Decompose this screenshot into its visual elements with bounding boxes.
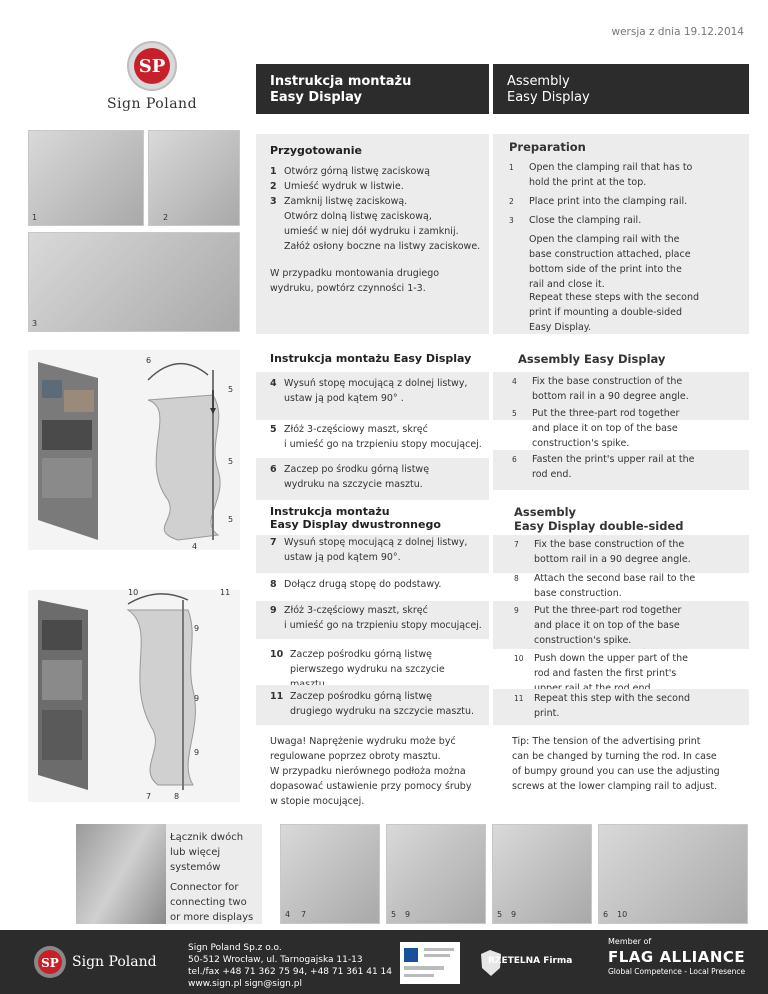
photo-badge: 7: [301, 910, 307, 919]
list-item: 4 Fix the base construction of the bottom rail in a 90 degree angle.: [512, 376, 689, 402]
member-of-label: Member of: [608, 937, 652, 946]
photo-connector: [76, 824, 166, 924]
prep-note-en: Repeat these steps with the second print if mounting a double-sided Easy Display.: [529, 292, 700, 333]
photo-step-5-9a: [386, 824, 486, 924]
list-item: 9 Złóż 3-częściowy maszt, skręć i umieść go na trzpieniu stopy mocującej.: [270, 605, 482, 631]
warning-pl: Uwaga! Naprężenie wydruku może być regulowane poprzez obroty masztu. W przypadku nierównego podłoża można dopasować ustawienie przy pomocy śruby w stopie mocującej.: [270, 736, 472, 807]
header-pl-line1: Instrukcja montażu: [270, 74, 412, 89]
photo-badge: 3: [32, 319, 38, 328]
flag-alliance-tagline: Global Competence - Local Presence: [608, 967, 746, 976]
list-item: 6 Zaczep po środku górną listwę wydruku na szczycie masztu.: [270, 464, 430, 490]
footer: [0, 930, 768, 994]
list-item: 11 Repeat this step with the second print.: [514, 693, 691, 719]
list-item: 10 Push down the upper part of the rod and fasten the first print's: [514, 653, 688, 679]
photo-badge: 5: [228, 515, 234, 524]
photo-badge: 5: [391, 910, 397, 919]
prep-panel-en: [493, 134, 749, 334]
double-title-en: Assembly Easy Display double-sided: [514, 505, 684, 533]
list-item: 8 Attach the second base rail to the base construction.: [514, 573, 696, 599]
list-item: 1 Open the clamping rail that has to: [509, 162, 693, 173]
header-pl-line2: Easy Display: [270, 90, 362, 105]
photo-step-6-10: [598, 824, 748, 924]
version-date: wersja z dnia 19.12.2014: [611, 26, 744, 38]
assembly-section: [256, 350, 749, 500]
list-item: 9 Put the three-part rod together and place it on top of the base construction's spike.: [514, 605, 682, 646]
list-item: 3 Zamknij listwę zaciskową.: [270, 196, 408, 207]
footer-web[interactable]: www.sign.pl sign@sign.pl: [188, 979, 302, 989]
sign-poland-logo: [92, 38, 212, 118]
list-item: 6 Fasten the print's upper rail at the rod end.: [512, 454, 695, 480]
photo-step-3: [28, 232, 240, 332]
iso-certificate-badge: [400, 942, 460, 984]
double-title-pl: Instrukcja montażu Easy Display dwustronnego: [270, 505, 441, 531]
list-item: 4 Wysuń stopę mocującą z dolnej listwy, ustaw ją pod kątem 90° .: [270, 378, 468, 404]
photo-badge: 2: [163, 213, 169, 222]
list-item: umieść w niej dół wydruku i zamknij.: [284, 226, 459, 237]
connector-label-en: Connector for connecting two or more displays: [170, 882, 254, 923]
header-pl: [256, 64, 489, 114]
list-item: base construction attached, place: [529, 249, 691, 260]
photo-badge: 5: [228, 457, 234, 466]
assembly-title-en: Assembly Easy Display: [518, 352, 666, 366]
prep-note-pl: W przypadku montowania drugiego wydruku, powtórz czynności 1-3.: [270, 268, 440, 294]
footer-logo: [30, 942, 180, 982]
connector-panel: [166, 824, 262, 924]
photo-badge: 7: [146, 792, 152, 801]
list-item: 10 Zaczep pośrodku górną listwę pierwszego wydruku na szczycie: [270, 649, 445, 675]
photo-badge: 4: [192, 542, 198, 551]
photo-step-2: [148, 130, 240, 226]
photo-badge: 4: [285, 910, 291, 919]
photo-badge: 8: [174, 792, 180, 801]
header-en-line2: Easy Display: [507, 90, 590, 105]
prep-steps-pl: [270, 164, 485, 254]
flag-alliance-name: FLAG ALLIANCE: [608, 948, 746, 966]
photo-badge: 6: [603, 910, 609, 919]
list-item: 1 Otwórz górną listwę zaciskową: [270, 166, 430, 177]
rzetelna-label: RZETELNA Firma: [488, 956, 573, 966]
assembly-title-pl: Instrukcja montażu Easy Display: [270, 352, 472, 365]
list-item: 8 Dołącz drugą stopę do podstawy.: [270, 579, 442, 590]
photo-badge: 10: [128, 588, 139, 597]
photo-badge: 5: [228, 385, 234, 394]
list-item: Open the clamping rail with the: [529, 234, 680, 245]
list-item: 7 Fix the base construction of the bottom rail in a 90 degree angle.: [514, 539, 691, 565]
photo-badge: 10: [617, 910, 628, 919]
footer-brand: Sign Poland: [72, 954, 157, 970]
photo-badge: 9: [194, 748, 200, 757]
list-item: 5 Złóż 3-częściowy maszt, skręć i umieść go na trzpieniu stopy mocującej.: [270, 424, 482, 450]
prep-title-en: Preparation: [509, 140, 586, 154]
list-item: rail and close it.: [529, 279, 605, 290]
prep-title-pl: Przygotowanie: [270, 144, 362, 157]
photo-step-5-9b: [492, 824, 592, 924]
list-item: 11 Zaczep pośrodku górną listwę drugiego wydruku na szczycie masztu.: [270, 691, 475, 717]
footer-phone: tel./fax +48 71 362 75 94, +48 71 361 41 14: [188, 967, 392, 977]
header-en: [493, 64, 749, 114]
photo-badge: 6: [146, 356, 152, 365]
photo-badge: 9: [405, 910, 411, 919]
svg-text:SP: SP: [138, 56, 166, 77]
list-item: Załóż osłony boczne na listwy zaciskowe.: [284, 241, 481, 252]
footer-company: Sign Poland Sp.z o.o.: [188, 943, 282, 953]
illustration-single-display: [28, 350, 240, 550]
list-item: 2 Place print into the clamping rail.: [509, 196, 688, 207]
prep-steps-en: [509, 160, 745, 292]
double-section: [256, 505, 749, 725]
prep-panel-pl: [256, 134, 489, 334]
footer-contact: [188, 942, 392, 990]
svg-text:SP: SP: [41, 956, 59, 970]
photo-badge: 11: [220, 588, 231, 597]
list-item: 5 Put the three-part rod together and place it on top of the base construction's spike.: [512, 408, 680, 449]
rzetelna-firma-badge: [478, 948, 578, 978]
photo-step-4-7: [280, 824, 380, 924]
header-en-line1: Assembly: [507, 74, 570, 89]
list-item: bottom side of the print into the: [529, 264, 682, 275]
photo-badge: 9: [194, 694, 200, 703]
list-item: 2 Umieść wydruk w listwie.: [270, 181, 404, 192]
photo-badge: 5: [497, 910, 503, 919]
list-item: hold the print at the top.: [529, 177, 647, 188]
flag-alliance-logo: [608, 936, 758, 988]
list-item: 7 Wysuń stopę mocującą z dolnej listwy, ustaw ją pod kątem 90°.: [270, 537, 468, 563]
photo-step-1: [28, 130, 144, 226]
list-item: Otwórz dolną listwę zaciskową,: [284, 211, 432, 222]
brand-name: Sign Poland: [106, 96, 198, 112]
illustration-double-display: [28, 590, 240, 802]
photo-badge: 9: [194, 624, 200, 633]
list-item: 3 Close the clamping rail.: [509, 215, 642, 226]
connector-label-pl: Łącznik dwóch lub więcej systemów: [170, 832, 244, 873]
photo-badge: 1: [32, 213, 38, 222]
tip-en: Tip: The tension of the advertising print can be changed by turning the rod. In case of bumpy ground you can use the adjusting screws at the lower clamping rail to adjust.: [512, 736, 720, 792]
photo-badge: 9: [511, 910, 517, 919]
footer-address: 50-512 Wrocław, ul. Tarnogajska 11-13: [188, 955, 363, 965]
